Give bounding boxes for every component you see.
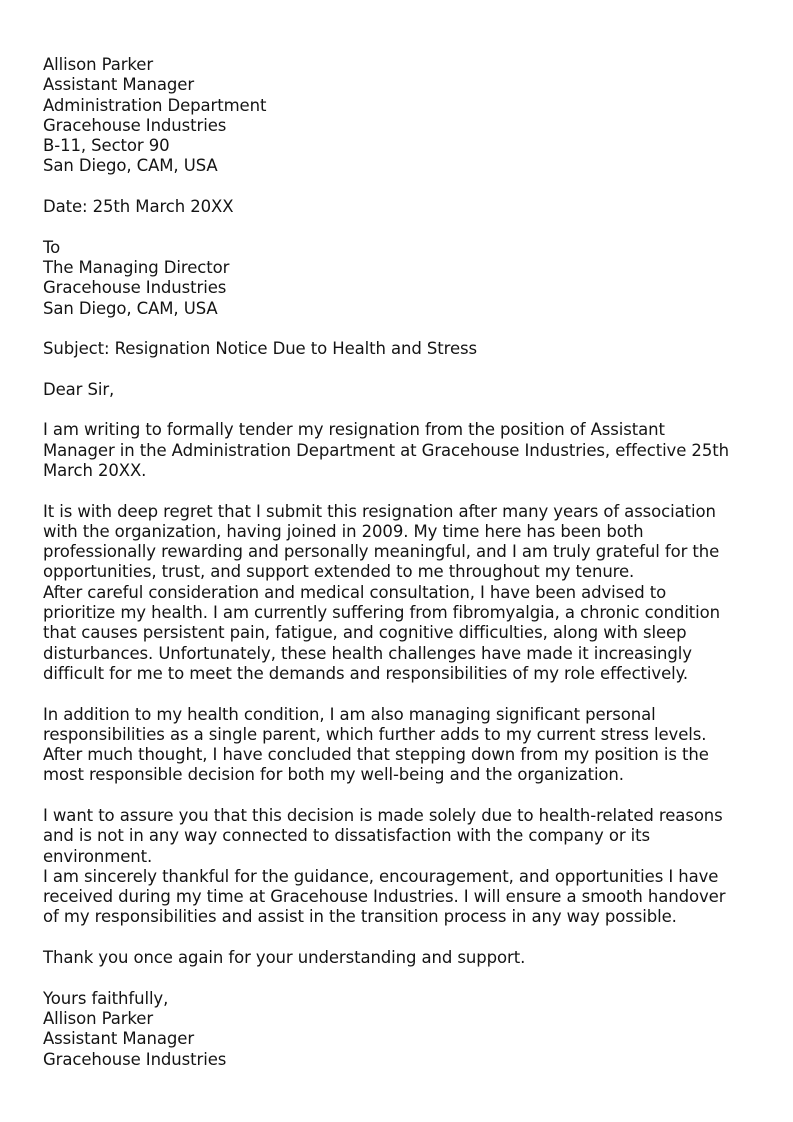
body-line: disturbances. Unfortunately, these health challenges have made it increasingly xyxy=(43,643,692,663)
body-line: March 20XX. xyxy=(43,460,147,480)
closing-company: Gracehouse Industries xyxy=(43,1049,227,1069)
body-paragraph-1 xyxy=(43,420,755,481)
body-line: responsibilities as a single parent, which further adds to my current stress levels. xyxy=(43,724,707,744)
sender-name: Allison Parker xyxy=(43,55,154,74)
recipient-company: Gracehouse Industries xyxy=(43,278,227,298)
date-block xyxy=(43,197,755,217)
body-line: After careful consideration and medical consultation, I have been advised to xyxy=(43,582,667,602)
body-line: professionally rewarding and personally meaningful, and I am truly grateful for the xyxy=(43,542,720,562)
salutation-block xyxy=(43,380,755,400)
body-line: with the organization, having joined in 2009. My time here has been both xyxy=(43,521,644,541)
sender-address: B-11, Sector 90 xyxy=(43,136,170,156)
body-line: Thank you once again for your understanding and support. xyxy=(43,948,526,968)
closing-title: Assistant Manager xyxy=(43,1029,195,1049)
closing-name: Allison Parker xyxy=(43,1008,154,1028)
body-line: environment. xyxy=(43,846,153,866)
body-line: opportunities, trust, and support extended to me throughout my tenure. xyxy=(43,562,635,582)
body-line: most responsible decision for both my well-being and the organization. xyxy=(43,765,624,785)
body-line: of my responsibilities and assist in the transition process in any way possible. xyxy=(43,907,677,927)
body-paragraph-2 xyxy=(43,502,755,583)
recipient-to: To xyxy=(43,237,61,257)
body-line: Manager in the Administration Department at Gracehouse Industries, effective 25th xyxy=(43,440,729,460)
body-paragraph-5 xyxy=(43,806,755,867)
letter-salutation: Dear Sir, xyxy=(43,379,115,399)
body-paragraph-4 xyxy=(43,705,755,786)
body-paragraph-6 xyxy=(43,867,755,928)
body-line: I am writing to formally tender my resignation from the position of Assistant xyxy=(43,420,665,440)
recipient-city: San Diego, CAM, USA xyxy=(43,298,218,318)
letter-date: Date: 25th March 20XX xyxy=(43,197,234,217)
sender-city: San Diego, CAM, USA xyxy=(43,156,218,176)
body-paragraph-7 xyxy=(43,948,755,968)
body-paragraph-3 xyxy=(43,583,755,684)
recipient-title: The Managing Director xyxy=(43,257,230,277)
sender-block xyxy=(43,55,755,177)
body-line: that causes persistent pain, fatigue, and cognitive difficulties, along with sleep xyxy=(43,623,687,643)
body-line: In addition to my health condition, I am also managing significant personal xyxy=(43,704,656,724)
subject-block xyxy=(43,339,755,359)
recipient-block xyxy=(43,238,755,319)
sender-title: Assistant Manager xyxy=(43,75,195,95)
body-line: and is not in any way connected to dissatisfaction with the company or its xyxy=(43,826,651,846)
body-line: prioritize my health. I am currently suffering from fibromyalgia, a chronic condition xyxy=(43,603,721,623)
closing-block xyxy=(43,989,755,1070)
letter-subject: Subject: Resignation Notice Due to Health and Stress xyxy=(43,339,477,359)
body-line: I want to assure you that this decision is made solely due to health-related reasons xyxy=(43,805,723,825)
body-line: I am sincerely thankful for the guidance, encouragement, and opportunities I have xyxy=(43,866,719,886)
sender-department: Administration Department xyxy=(43,95,267,115)
body-line: After much thought, I have concluded that stepping down from my position is the xyxy=(43,745,709,765)
body-line: It is with deep regret that I submit this resignation after many years of association xyxy=(43,501,716,521)
closing-valediction: Yours faithfully, xyxy=(43,988,169,1008)
sender-company: Gracehouse Industries xyxy=(43,115,227,135)
body-line: received during my time at Gracehouse Industries. I will ensure a smooth handover xyxy=(43,887,726,907)
letter-page xyxy=(43,55,755,1090)
body-line: difficult for me to meet the demands and responsibilities of my role effectively. xyxy=(43,663,689,683)
